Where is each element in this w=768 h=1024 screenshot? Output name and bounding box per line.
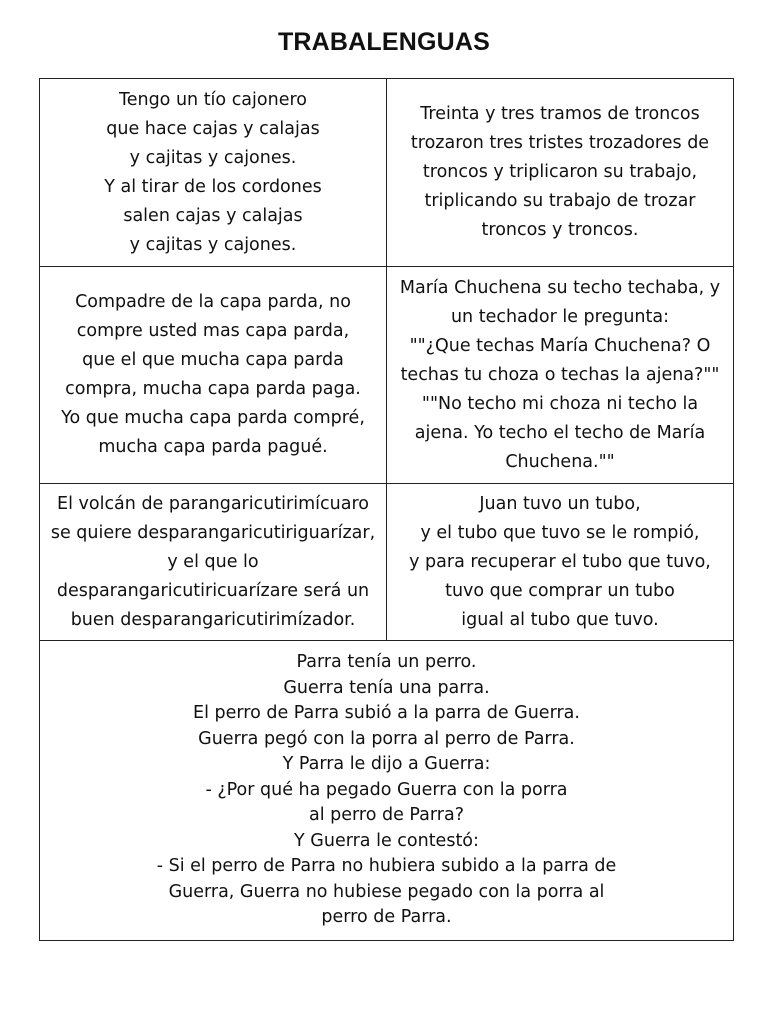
tongue-twister-capa-parda: Compadre de la capa parda, no compre usted mas capa parda, que el que mucha capa parda compra, mucha capa parda paga. Yo que mucha capa parda compré, mucha capa parda pagué. [40, 267, 387, 483]
table-row [40, 641, 733, 940]
tongue-twister-troncos: Treinta y tres tramos de troncos trozaron tres tristes trozadores de troncos y triplicaron su trabajo, triplicando su trabajo de trozar troncos y troncos. [410, 104, 710, 240]
tongue-twister-volcan: El volcán de parangaricutirimícuaro se quiere desparangaricutiriguarízar, y el que lo desparangaricutiricuarízare será un buen desparangaricutirimízador. [40, 484, 387, 640]
table-row [40, 267, 733, 484]
table-row [40, 79, 733, 267]
tongue-twister-table [39, 78, 734, 941]
page-title: TRABALENGUAS [277, 28, 491, 56]
tongue-twister-cajonero: Tengo un tío cajonero que hace cajas y calajas y cajitas y cajones. Y al tirar de los cordones salen cajas y calajas y cajitas y cajones. [40, 79, 387, 266]
tongue-twister-maria-chuchena: María Chuchena su techo techaba, y un techador le pregunta: ""¿Que techas María Chuchena? O techas tu choza o techas la ajena?"" ""No techo mi choza ni techo la ajena. Yo techo el techo de María Chuchena."" [399, 277, 721, 472]
table-row [40, 484, 733, 641]
tongue-twister-parra-guerra: Parra tenía un perro. Guerra tenía una parra. El perro de Parra subió a la parra de Guerra. Guerra pegó con la porra al perro de Parra. Y Parra le dijo a Guerra: - ¿Por qué ha pegado Guerra con la porra al perro de Parra? Y Guerra le contestó: - Si el perro de Parra no hubiera subido a la parra de Guerra, Guerra no hubiese pegado con la porra al perro de Parra. [156, 652, 617, 928]
tongue-twister-tubo: Juan tuvo un tubo, y el tubo que tuvo se le rompió, y para recuperar el tubo que tuvo, tuvo que comprar un tubo igual al tubo que tuvo. [409, 493, 711, 630]
